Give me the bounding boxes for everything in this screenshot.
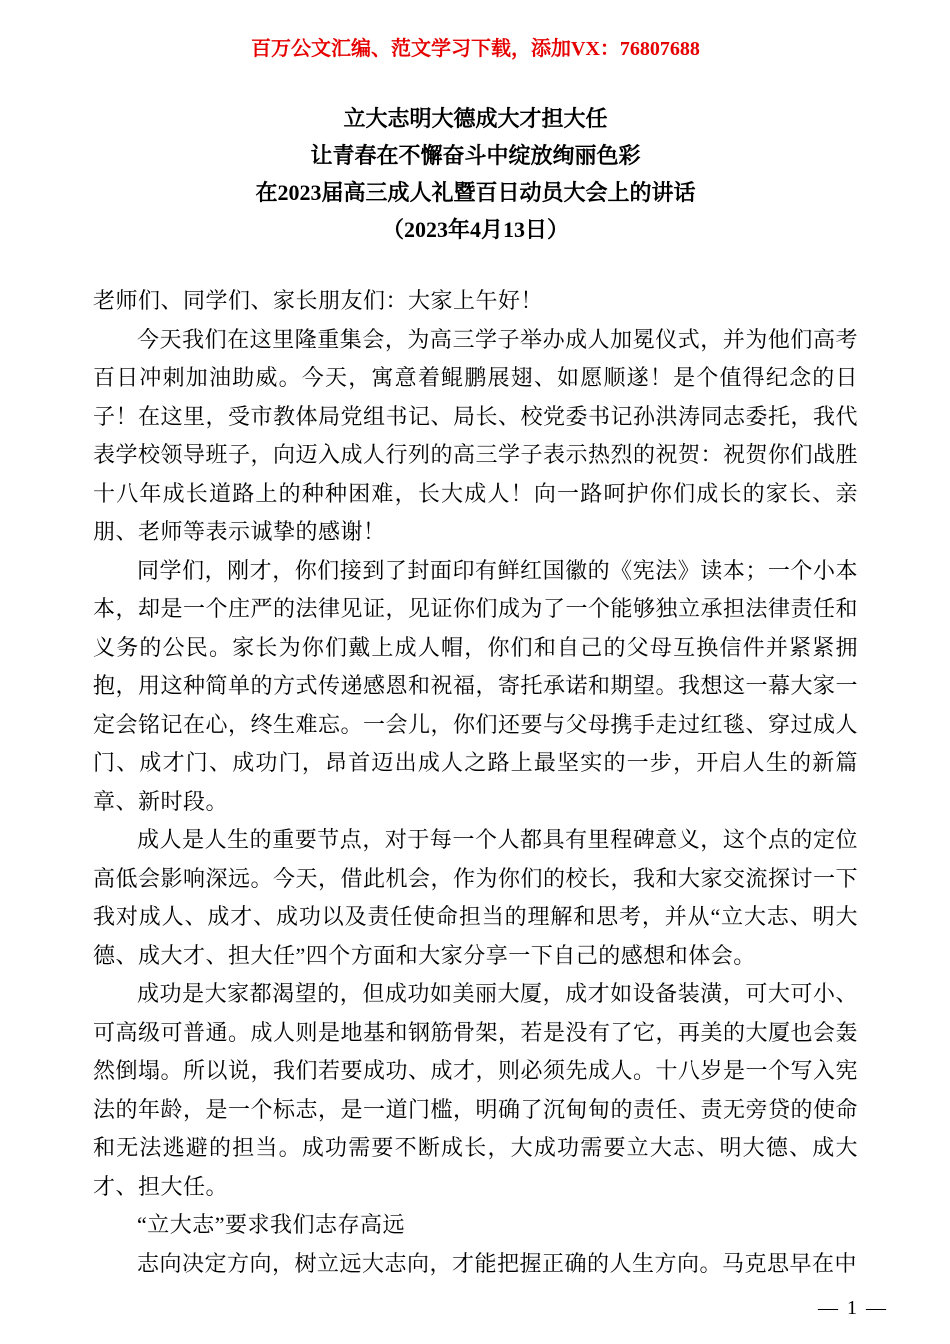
title-date: （2023年4月13日） [381,217,569,242]
title-line-2: 让青春在不懈奋斗中绽放绚丽色彩 [310,143,641,168]
paragraph: 志向决定方向，树立远大志向，才能把握正确的人生方向。马克思早在中 [137,1250,858,1276]
paragraph: 同学们，刚才，你们接到了封面印有鲜红国徽的《宪法》读本；一个小本本，却是一个庄严的法律见证，见证你们成为了一个能够独立承担法律责任和义务的公民。家长为你们戴上成人帽，你们和自己的父母互换信件并紧紧拥抱，用这种简单的方式传递感恩和祝福，寄托承诺和期望。我想这一幕大家一定会铭记在心，终生难忘。一会儿，你们还要与父母携手走过红毯、穿过成人门、成才门、成功门，昂首迈出成人之路上最坚实的一步，开启人生的新篇章、新时段。 [93,557,859,814]
promo-banner: 百万公文汇编、范文学习下载，添加VX：76807688 [251,38,700,60]
paragraph: 成人是人生的重要节点，对于每一个人都具有里程碑意义，这个点的定位高低会影响深远。今天，借此机会，作为你们的校长，我和大家交流探讨一下我对成人、成才、成功以及责任使命担当的理解和思考，并从“立大志、明大德、成大才、担大任”四个方面和大家分享一下自己的感想和体会。 [93,827,859,968]
page-number: — 1 — [818,1297,888,1319]
paragraph: 今天我们在这里隆重集会，为高三学子举办成人加冕仪式，并为他们高考百日冲刺加油助威。今天，寓意着鲲鹏展翅、如愿顺遂！是个值得纪念的日子！在这里，受市教体局党组书记、局长、校党委书记孙洪涛同志委托，我代表学校领导班子，向迈入成人行列的高三学子表示热烈的祝贺：祝贺你们战胜十八年成长道路上的种种困难，长大成人！向一路呵护你们成长的家长、亲朋、老师等表示诚挚的感谢！ [93,326,859,544]
paragraph-subheading: “立大志”要求我们志存高远 [137,1212,406,1237]
title-line-3: 在2023届高三成人礼暨百日动员大会上的讲话 [255,180,696,205]
document-body [93,282,858,1283]
document-title-block [93,100,858,248]
title-line-1: 立大志明大德成大才担大任 [343,106,608,131]
paragraph: 成功是大家都渴望的，但成功如美丽大厦，成才如设备装潢，可大可小、可高级可普通。成人则是地基和钢筋骨架，若是没有了它，再美的大厦也会轰然倒塌。所以说，我们若要成功、成才，则必须先成人。十八岁是一个写入宪法的年龄，是一个标志，是一道门槛，明确了沉甸甸的责任、责无旁贷的使命和无法逃避的担当。成功需要不断成长，大成功需要立大志、明大德、成大才、担大任。 [93,981,859,1199]
paragraph-salutation: 老师们、同学们、家长朋友们：大家上午好！ [93,288,544,313]
